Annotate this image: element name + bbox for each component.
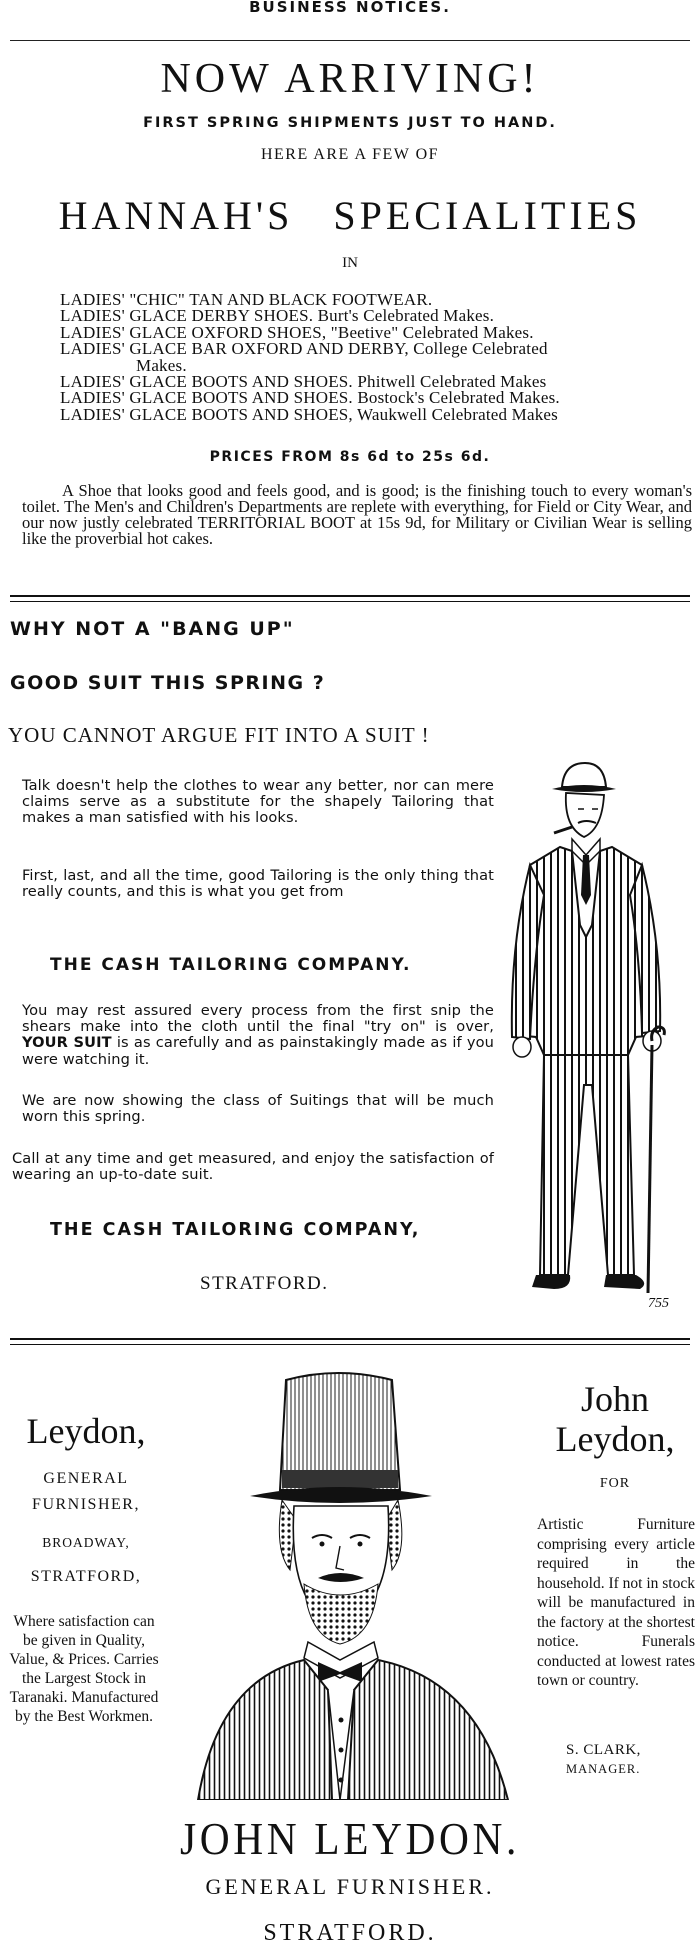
leydon-left-street: BROADWAY, (42, 1535, 130, 1550)
leydon-right-title-1: John (580, 1379, 649, 1419)
hannah-few: HERE ARE A FEW OF (260, 146, 440, 163)
tailoring-para-3c: is as carefully and as painstakingly made as if you were watching it. (22, 1034, 494, 1068)
leydon-right-for: FOR (599, 1476, 631, 1491)
divider-rule-2 (10, 1338, 690, 1345)
hannah-in: IN (342, 255, 358, 271)
hannah-prices: PRICES FROM 8s 6d to 25s 6d. (209, 449, 491, 465)
header-rule (10, 40, 690, 41)
portrait-illustration (178, 1360, 528, 1800)
leydon-left-title: Leydon, (26, 1411, 146, 1451)
list-item: LADIES' GLACE BAR OXFORD AND DERBY, College Celebrated (60, 341, 548, 358)
tailoring-company-1: THE CASH TAILORING COMPANY. (50, 955, 412, 975)
section-header: BUSINESS NOTICES. (249, 0, 451, 16)
leydon-left-text: Where satisfaction can be given in Quality, Value, & Prices. Carries the Largest Stock in Taranaki. Manufactured by the Best Workmen. (9, 1613, 159, 1725)
tailoring-para-1: Talk doesn't help the clothes to wear any better, nor can mere claims serve as a substitute for the shapely Tailoring that makes a man satisfied with his looks. (22, 777, 494, 827)
list-item: LADIES' "CHIC" TAN AND BLACK FOOTWEAR. (60, 292, 433, 309)
your-suit-emphasis: YOUR SUIT (22, 1034, 112, 1052)
list-item: LADIES' GLACE BOOTS AND SHOES. Phitwell Celebrated Makes (60, 374, 547, 391)
bowler-hat-icon (562, 763, 606, 787)
list-item: LADIES' GLACE OXFORD SHOES, "Beetive" Celebrated Makes. (60, 324, 534, 342)
illustration-mark: 755 (648, 1296, 669, 1311)
leydon-bottom-role: GENERAL FURNISHER. (205, 1874, 495, 1899)
leydon-right-text: Artistic Furniture comprising every article required in the household. If not in stock will be manufactured in the factory at the shortest notice. Funerals conducted at lowest rates town or country. (537, 1516, 695, 1689)
divider-rule (10, 595, 690, 602)
leydon-bottom-name: JOHN LEYDON. (180, 1813, 520, 1864)
hannah-product-list (60, 292, 696, 423)
leydon-left-role-2: FURNISHER, (32, 1496, 140, 1513)
tailoring-para-3 (22, 1003, 494, 1068)
tailoring-head-3: YOU CANNOT ARGUE FIT INTO A SUIT ! (8, 723, 430, 747)
list-item: LADIES' GLACE BOOTS AND SHOES. Bostock's Celebrated Makes. (60, 390, 560, 407)
cigar-icon (554, 827, 572, 833)
leydon-left-town: STRATFORD, (30, 1568, 142, 1585)
striped-trousers (540, 1055, 634, 1275)
list-item: Makes. (136, 357, 187, 375)
gentleman-illustration (500, 755, 695, 1315)
tailoring-para-5: Call at any time and get measured, and enjoy the satisfaction of wearing an up-to-date suit. (12, 1150, 494, 1184)
leydon-left-role-1: GENERAL (43, 1470, 129, 1487)
tailoring-company-2: THE CASH TAILORING COMPANY, (50, 1220, 421, 1240)
hannah-headline: NOW ARRIVING! (160, 56, 540, 102)
hannah-paragraph: A Shoe that looks good and feels good, and is good; is the finishing touch to every woman's toilet. The Men's and Children's Departments are replete with everything, for Field or City Wear, and our now justly celebrated TERRITORIAL BOOT at 15s 9d, for Military or Civilian Wear is selling like the proverbial hot cakes. (22, 481, 692, 548)
tailoring-para-2: First, last, and all the time, good Tailoring is the only thing that really counts, and this is what you get from (22, 867, 494, 901)
leydon-bottom-town: STRATFORD. (263, 1920, 437, 1946)
tailoring-head-1: WHY NOT A "BANG UP" (10, 618, 295, 640)
tailoring-para-4: We are now showing the class of Suitings that will be much worn this spring. (22, 1092, 494, 1126)
list-item: LADIES' GLACE DERBY SHOES. Burt's Celebrated Makes. (60, 308, 495, 325)
tailoring-town: STRATFORD. (200, 1273, 329, 1294)
hannah-brand: HANNAH'S SPECIALITIES (58, 193, 642, 238)
hannah-subhead: FIRST SPRING SHIPMENTS JUST TO HAND. (143, 115, 557, 131)
tailoring-para-3a: You may rest assured every process from the first snip the shears make into the cloth until the final "try on" is over, (22, 1002, 494, 1036)
leydon-manager-name: S. CLARK, (566, 1742, 641, 1758)
coat (198, 1660, 508, 1800)
leydon-manager-title: MANAGER. (566, 1762, 641, 1776)
tailoring-head-2: GOOD SUIT THIS SPRING ? (10, 672, 326, 694)
list-item: LADIES' GLACE BOOTS AND SHOES, Waukwell Celebrated Makes (60, 406, 558, 424)
leydon-right-title-2: Leydon, (555, 1419, 675, 1459)
